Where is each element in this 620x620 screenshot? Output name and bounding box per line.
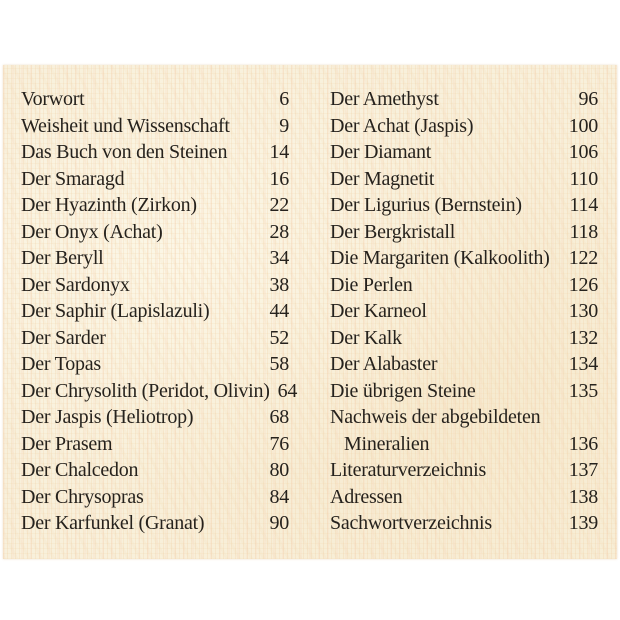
toc-entry-label: Mineralien	[344, 432, 430, 455]
toc-entry-label: Der Bergkristall	[330, 220, 456, 243]
toc-entry	[21, 457, 289, 484]
toc-entry	[21, 431, 289, 458]
toc-entry-page: 106	[568, 141, 598, 163]
toc-entry	[21, 484, 289, 511]
toc-entry-page: 122	[568, 247, 598, 269]
toc-entry-page: 80	[269, 459, 289, 481]
toc-entry	[21, 192, 289, 219]
toc-entry-page: 14	[269, 141, 289, 163]
toc-entry-label: Der Jaspis (Heliotrop)	[21, 406, 194, 428]
toc-entry-page: 100	[568, 114, 598, 137]
toc-entry	[330, 325, 598, 352]
toc-entry-page: 136	[568, 432, 598, 455]
toc-entry-page: 52	[269, 326, 289, 349]
toc-entry-page: 96	[578, 88, 598, 110]
toc-entry	[330, 378, 598, 405]
toc-entry-page: 34	[269, 247, 289, 269]
toc-entry-label: Die übrigen Steine	[330, 379, 476, 402]
toc-entry-label: Adressen	[330, 485, 403, 508]
toc-entry-label: Der Achat (Jaspis)	[330, 114, 474, 137]
toc-entry	[330, 192, 598, 219]
toc-entry-page: 137	[568, 459, 598, 481]
toc-entry-page: 110	[569, 167, 598, 190]
toc-entry	[21, 510, 289, 537]
toc-entry-label: Der Prasem	[21, 432, 113, 455]
toc-column-right	[330, 86, 598, 537]
toc-entry	[21, 325, 289, 352]
toc-entry-page: 139	[568, 512, 598, 534]
toc-entry-page: 138	[568, 485, 598, 508]
toc-entry-page: 126	[568, 273, 598, 296]
toc-entry-label: Der Hyazinth (Zirkon)	[21, 194, 197, 216]
toc-entry-label: Der Beryll	[21, 247, 104, 269]
toc-entry-label: Literaturverzeichnis	[330, 459, 487, 481]
toc-entry-label: Der Kalk	[330, 326, 402, 349]
toc-entry-label: Der Saphir (Lapislazuli)	[21, 300, 210, 322]
toc-entry-label: Der Karfunkel (Granat)	[21, 512, 205, 534]
toc-entry	[330, 219, 598, 246]
toc-entry-page: 16	[269, 167, 289, 190]
toc-entry-label: Der Sarder	[21, 326, 106, 349]
toc-entry-label: Sachwortverzeichnis	[330, 512, 492, 534]
toc-entry-label: Weisheit und Wissenschaft	[21, 114, 230, 137]
toc-entry-page: 6	[279, 88, 289, 110]
toc-entry	[330, 510, 598, 537]
toc-entry-page: 90	[269, 512, 289, 534]
toc-entry-page: 58	[269, 353, 289, 375]
toc-entry	[330, 484, 598, 511]
toc-entry-label: Der Chalcedon	[21, 459, 139, 481]
toc-entry-label: Der Chrysopras	[21, 485, 144, 508]
toc-entry	[21, 86, 289, 113]
toc-entry-label: Der Chrysolith (Peridot, Olivin)	[21, 379, 270, 402]
toc-entry	[330, 404, 598, 431]
toc-entry-label: Der Amethyst	[330, 88, 439, 110]
toc-entry-page: 76	[269, 432, 289, 455]
toc-entry-label: Der Karneol	[330, 300, 427, 322]
toc-entry-page: 84	[269, 485, 289, 508]
toc-entry	[330, 86, 598, 113]
toc-entry-label: Der Alabaster	[330, 353, 438, 375]
toc-entry-page: 114	[569, 194, 598, 216]
toc-entry-page: 135	[568, 379, 598, 402]
toc-entry-page: 68	[269, 406, 289, 428]
toc-entry	[21, 272, 289, 299]
toc-entry-page: 9	[279, 114, 289, 137]
toc-entry	[21, 166, 289, 193]
toc-entry-label: Der Smaragd	[21, 167, 125, 190]
toc-entry-label: Der Ligurius (Bernstein)	[330, 194, 522, 216]
toc-entry	[330, 457, 598, 484]
toc-entry	[21, 378, 298, 405]
toc-entry-label: Der Topas	[21, 353, 101, 375]
toc-entry-page: 28	[269, 220, 289, 243]
toc-entry-label: Das Buch von den Steinen	[21, 141, 228, 163]
toc-entry	[330, 245, 598, 272]
toc-entry	[21, 351, 289, 378]
toc-entry-label: Der Magnetit	[330, 167, 435, 190]
toc-entry-label: Die Margariten (Kalkoolith)	[330, 247, 550, 269]
toc-entry	[21, 298, 289, 325]
toc-entry-page: 22	[269, 194, 289, 216]
toc-entry	[21, 113, 289, 140]
toc-entry	[21, 219, 289, 246]
toc-entry-page: 132	[568, 326, 598, 349]
toc-entry	[330, 272, 598, 299]
toc-entry-label: Nachweis der abgebildeten	[330, 406, 541, 428]
toc-column-left	[21, 86, 298, 537]
toc-entry-label: Der Diamant	[330, 141, 432, 163]
toc-entry	[330, 351, 598, 378]
toc-entry	[330, 431, 598, 458]
toc-entry	[21, 139, 289, 166]
toc-entry	[21, 245, 289, 272]
toc-entry-label: Vorwort	[21, 88, 85, 110]
toc-entry-label: Der Onyx (Achat)	[21, 220, 163, 243]
toc-entry-page: 134	[568, 353, 598, 375]
toc-entry-page: 64	[277, 379, 298, 402]
toc-entry	[21, 404, 289, 431]
paper-sheet	[3, 65, 617, 559]
table-of-contents	[21, 86, 598, 537]
toc-entry-page: 118	[569, 220, 598, 243]
toc-entry-label: Der Sardonyx	[21, 273, 130, 296]
toc-entry	[330, 139, 598, 166]
toc-entry	[330, 298, 598, 325]
toc-entry-page: 44	[269, 300, 289, 322]
toc-entry	[330, 113, 598, 140]
toc-entry-page: 130	[568, 300, 598, 322]
toc-entry-label: Die Perlen	[330, 273, 413, 296]
toc-entry-page: 38	[269, 273, 289, 296]
toc-entry	[330, 166, 598, 193]
